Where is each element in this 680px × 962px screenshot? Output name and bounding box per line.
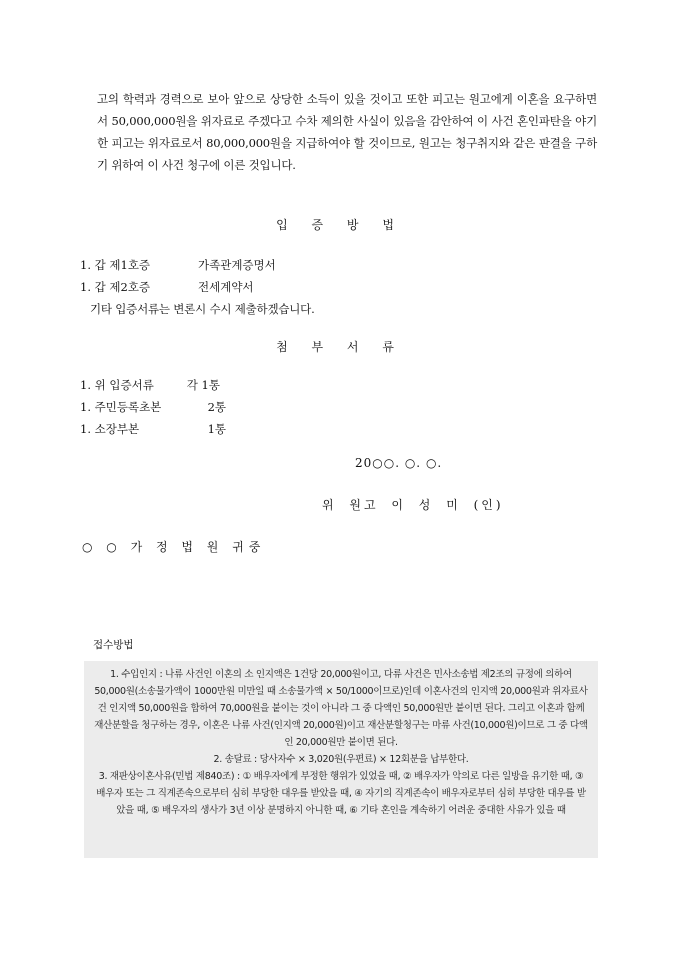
body-paragraph: 고의 학력과 경력으로 보아 앞으로 상당한 소득이 있을 것이고 또한 피고는 원고에게 이혼을 요구하면서 50,000,000원을 위자료로 주겠다고 수차 제의한 사실이 있음을 감안하여 이 사건 혼인파탄을 야기한 피고는 위자료로서 80,000,000원을 지급하여야 할 것이므로, 원고는 청구취지와 같은 판결을 구하기 위하여 이 사건 청구에 이른 것입니다. <box>97 92 597 172</box>
attachment-item <box>80 418 226 440</box>
notice-title: 접수방법 <box>93 639 134 651</box>
plaintiff-signature: 위 원고 이 성 미 (인) <box>322 498 504 512</box>
evidence-item-desc: 전세계약서 <box>198 280 254 294</box>
evidence-heading: 입 증 방 법 <box>276 218 404 232</box>
attachments-heading: 첨 부 서 류 <box>276 340 404 354</box>
attachment-item-count: 2통 <box>207 400 226 414</box>
evidence-item-label: 1. 갑 제1호증 <box>80 258 151 272</box>
attachment-item-label: 1. 위 입증서류 <box>80 378 154 392</box>
evidence-item-label: 1. 갑 제2호증 <box>80 280 151 294</box>
attachment-item-count: 각 1통 <box>186 378 220 392</box>
attachment-item-label: 1. 소장부본 <box>80 422 140 436</box>
attachment-item-label: 1. 주민등록초본 <box>80 400 162 414</box>
evidence-item <box>80 254 315 276</box>
evidence-item <box>80 276 315 298</box>
document-date: 20○○. ○. ○. <box>355 456 443 470</box>
attachment-item-count: 1통 <box>207 422 226 436</box>
notice-delivery-fee: 2. 송달료 : 당사자수 × 3,020원(우편료) × 12회분을 납부한다. <box>213 754 469 765</box>
evidence-list <box>80 254 315 320</box>
attachment-item <box>80 374 226 396</box>
notice-box <box>84 661 598 858</box>
notice-stamp-fee: 1. 수입인지 : 나류 사건인 이혼의 소 인지액은 1건당 20,000원이고, 다류 사건은 민사소송법 제2조의 규정에 의하여 50,000원(소송물가액이 1000만원 미만일 때 소송물가액 × 50/1000이므로)인데 이혼사건의 인지액 20,000원과 위자료사건 인지액 50,000원을 합하여 70,000원을 붙이는 것이 아니라 그 중 다액인 50,000원만 붙이면 된다. 그리고 이혼과 함께 재산분할을 청구하는 경우, 이혼은 나류 사건(인지액 20,000원)이고 재산분할청구는 마류 사건(10,000원)이므로 그 중 다액인 20,000원만 붙이면 된다. <box>94 669 588 748</box>
attachment-item <box>80 396 226 418</box>
evidence-item-desc: 가족관계증명서 <box>198 258 276 272</box>
evidence-extra-note: 기타 입증서류는 변론시 수시 제출하겠습니다. <box>90 302 315 316</box>
court-addressee: ○ ○ 가 정 법 원 귀중 <box>82 540 266 554</box>
attachments-list <box>80 374 226 440</box>
notice-divorce-grounds: 3. 재판상이혼사유(민법 제840조) : ① 배우자에게 부정한 행위가 있었을 때, ② 배우자가 악의로 다른 일방을 유기한 때, ③ 배우자 또는 그 직계존속으로부터 심히 부당한 대우를 받았을 때, ④ 자기의 직계존속이 배우자로부터 심히 부당한 대우를 받았을 때, ⑤ 배우자의 생사가 3년 이상 분명하지 아니한 때, ⑥ 기타 혼인을 계속하기 어려운 중대한 사유가 있을 때 <box>96 771 586 816</box>
